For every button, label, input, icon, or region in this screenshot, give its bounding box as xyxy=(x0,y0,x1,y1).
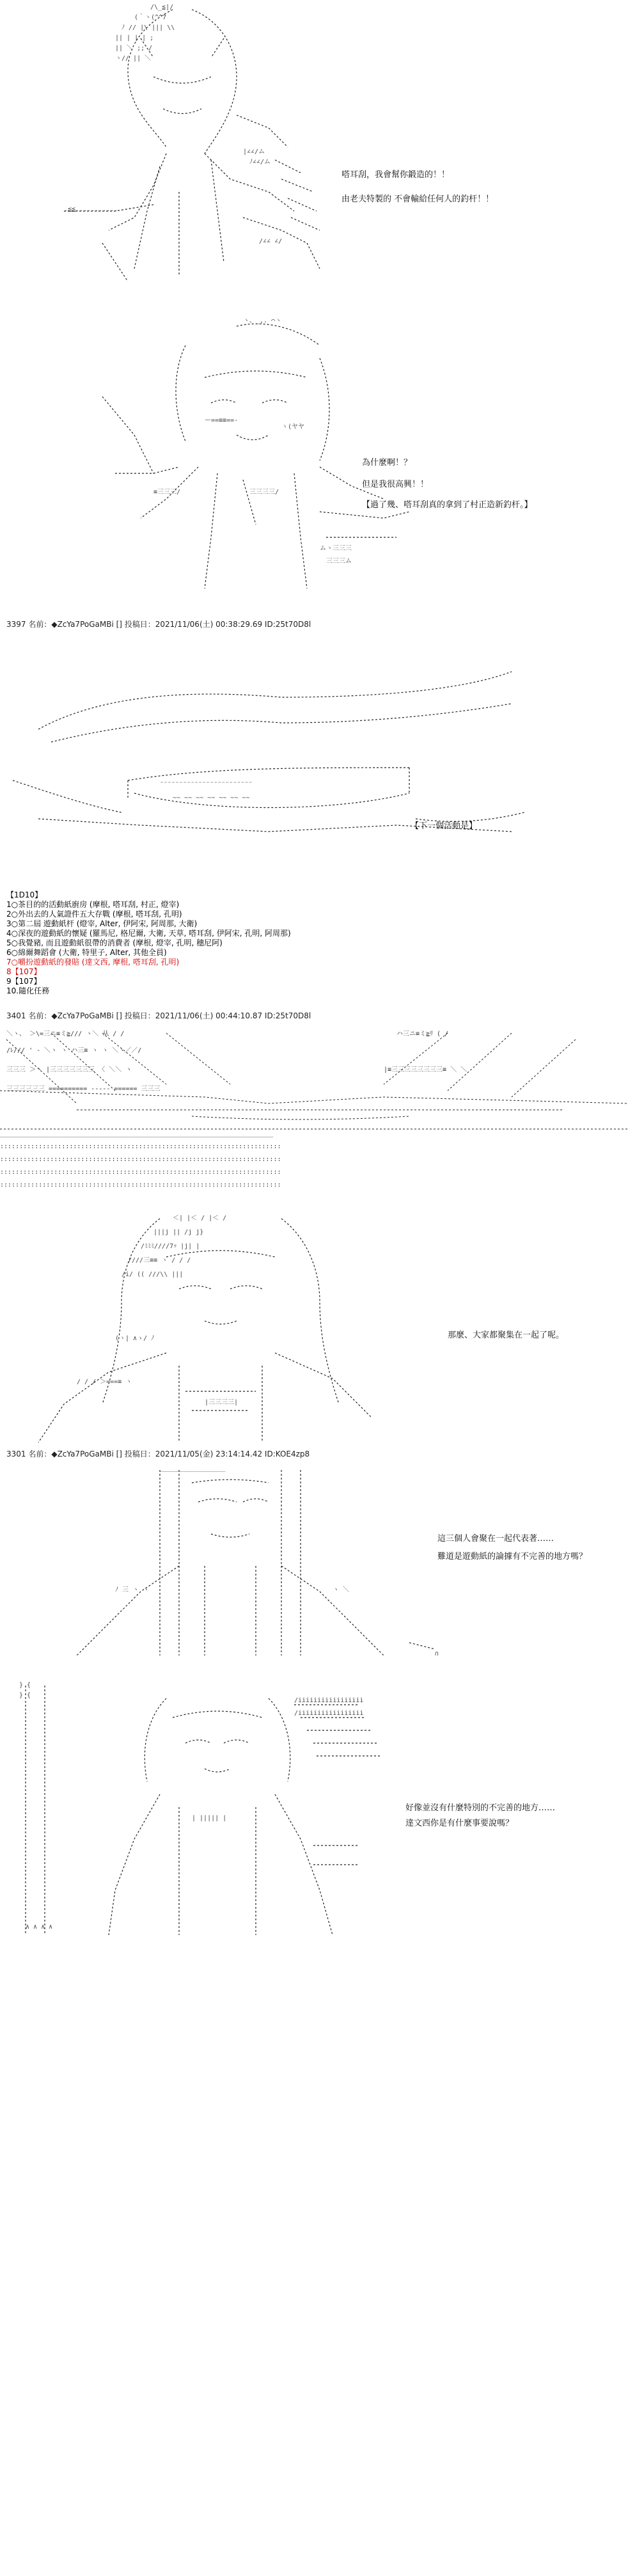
svg-text:∧ ∧ ∧ ∧: ∧ ∧ ∧ ∧ xyxy=(26,1924,53,1931)
post-header-3: 3301 名前：◆ZcYa7PoGaMBi [] 投稿日：2021/11/05(金) 23:14:14.42 ID:KOE4zp8 xyxy=(6,1450,310,1458)
svg-text:::::::::::::::::::::::::::::::: ::::::::::::::::::::::::::::::::::::::::::::::::::::::::::::::::::::::::: xyxy=(0,1169,281,1176)
svg-text:/ﾐﾐﾐ////7ｯ |j| |: /ﾐﾐﾐ////7ｯ |j| | xyxy=(141,1243,200,1250)
dialogue-7 xyxy=(405,1802,555,1830)
svg-text:三三三三三三 ========== ----- ==: 三三三三三三 ========== ----- ====== 三三三 xyxy=(6,1086,161,1093)
svg-text:|三三三三|: |三三三三| xyxy=(205,1399,239,1406)
event-option: 2○外出去的人氣證件五大存戰 (摩根, 嗒耳刮, 孔明) xyxy=(6,910,182,919)
svg-text:} {: } { xyxy=(19,1682,31,1689)
ascii-art-boat-scene xyxy=(13,652,537,844)
svg-text:ー==≡≡==-: ー==≡≡==- xyxy=(205,417,239,424)
event-option: 5○我覺豬, 而且遊動紙很帶的消費者 (摩根, 燈宰, 孔明, 穗尼阿) xyxy=(6,938,223,947)
ascii-art-seated-figure xyxy=(26,1464,473,1668)
caption-text: 【下一個活動是】 xyxy=(411,821,478,831)
panel-3 xyxy=(0,652,628,876)
event-option-selected: 7○嚼扮遊動紙的發賠 (達文西, 摩根, 嗒耳刮, 孔明) xyxy=(6,958,180,967)
svg-text:|∠∠/ム: |∠∠/ム xyxy=(243,148,265,155)
svg-text:::::::::::::::::::::::::::::::: ::::::::::::::::::::::::::::::::::::::::::::::::::::::::::::::::::::::::: xyxy=(0,1181,281,1189)
panel-7 xyxy=(0,1679,628,2575)
svg-text:////三≡≡ ヽ / / /: ////三≡≡ ヽ / / / xyxy=(128,1257,191,1264)
event-option: 4○深夜的遊動紙的懷疑 (羅馬尼, 格尼爾, 大衛, 天草, 嗒耳刮, 伊阿宋, 孔明, 阿周那) xyxy=(6,929,291,938)
dialogue-line: 嗒耳刮，我會幫你鍛造的！！ xyxy=(341,170,450,180)
post-header-1: 3397 名前：◆ZcYa7PoGaMBi [] 投稿日：2021/11/06(土) 00:38:29.69 ID:25t70D8l xyxy=(6,620,311,629)
event-option: 6○綿爾舞蹈會 (大衛, 特里子, Alter, 其他全員) xyxy=(6,948,167,957)
dialogue-line: 那麼、大家都聚集在一起了呢。 xyxy=(448,1331,565,1340)
svg-text:ヽ(ヤヤ: ヽ(ヤヤ xyxy=(281,423,305,431)
svg-text:| ||||| |: | ||||| | xyxy=(192,1815,227,1822)
svg-text:(｀ヽ(^^7: (｀ヽ(^^7 xyxy=(134,14,167,21)
narration-2 xyxy=(362,499,533,512)
post-header-2: 3401 名前：◆ZcYa7PoGaMBi [] 投稿日：2021/11/06(土) 00:44:10.87 ID:25t70D8l xyxy=(6,1011,311,1020)
dialogue-line: 難道是遊動紙的論據有不完善的地方嗎？ xyxy=(437,1552,588,1561)
svg-text:三三三ム: 三三三ム xyxy=(326,558,352,565)
svg-text:|| | | | ;: || | | | ; xyxy=(115,35,154,42)
svg-text:::::::::::::::::::::::::::::::: ::::::::::::::::::::::::::::::::::::::::::::::::::::::::::::::::::::::::: xyxy=(0,1143,281,1150)
ascii-art-old-man-figure xyxy=(26,0,358,294)
dice-roll-label: 【1D10】 xyxy=(6,890,43,899)
svg-text:::::::::::::::::::::::::::::::: ::::::::::::::::::::::::::::::::::::::::::::::::::::::::::::::::::::::::: xyxy=(0,1156,281,1163)
svg-text:.≦≦...........: .≦≦........... xyxy=(64,206,118,213)
svg-text:ヽ ＼: ヽ ＼ xyxy=(333,1586,350,1593)
dialogue-line: 這三個人會聚在一起代表著…… xyxy=(437,1534,554,1544)
svg-text:ハ三ニ≡ミ≧ﾘ ( /: ハ三ニ≡ミ≧ﾘ ( / xyxy=(396,1031,449,1038)
ascii-art-forest-scene xyxy=(0,1027,628,1199)
svg-text:/∠∠ ∠/: /∠∠ ∠/ xyxy=(259,238,283,245)
svg-text:|≡三三三三三三三三≡ ＼ ＼: |≡三三三三三三三三≡ ＼ ＼ xyxy=(384,1066,467,1073)
dialogue-line: 但是我很高興！！ xyxy=(362,480,429,489)
event-option: 1○茶目的的活動紙廚房 (摩根, 嗒耳刮, 村正, 燈宰) xyxy=(6,900,180,909)
dialogue-1 xyxy=(341,169,494,206)
svg-text:¨¨¨¨¨¨¨¨¨¨¨¨¨¨¨¨¨¨¨¨¨¨¨¨: ¨¨¨¨¨¨¨¨¨¨¨¨¨¨¨¨¨¨¨¨¨¨¨¨ xyxy=(160,782,253,789)
svg-text:/iiiiiiiiiiiiiiiii: /iiiiiiiiiiiiiiiii xyxy=(294,1697,364,1704)
svg-text:/i/ (( ///\\ |||: /i/ (( ///\\ ||| xyxy=(122,1271,184,1278)
svg-text:≡三三三/: ≡三三三/ xyxy=(153,489,181,496)
event-option-extra: 9【107】 xyxy=(6,977,42,986)
svg-text:(ヽ| ∧ゝ/ ﾉ: (ヽ| ∧ゝ/ ﾉ xyxy=(115,1335,155,1342)
svg-text:ヽ// || ＼: ヽ// || ＼ xyxy=(115,55,152,62)
svg-text:} {: } { xyxy=(19,1692,31,1699)
event-menu xyxy=(6,890,291,996)
dialogue-2 xyxy=(362,457,428,491)
svg-text:ﾉ∠∠/ム: ﾉ∠∠/ム xyxy=(249,159,271,166)
svg-text:ヽ、_,. ⌒ヽ: ヽ、_,. ⌒ヽ xyxy=(243,317,282,324)
svg-text:/iiiiiiiiiiiiiiiii: /iiiiiiiiiiiiiiiii xyxy=(294,1710,364,1717)
dialogue-line: 由老夫特製的 不會輸給任何人的釣杆！！ xyxy=(341,194,494,204)
svg-text:ﾉ // |\ ||| \\: ﾉ // |\ ||| \\ xyxy=(122,24,175,31)
svg-text:三三三三/: 三三三三/ xyxy=(249,489,279,496)
svg-text:∩: ∩ xyxy=(435,1650,439,1657)
event-option: 3○第二屆 遊動紙杆 (燈宰, Alter, 伊阿宋, 阿周那, 大衛) xyxy=(6,919,198,928)
caption-3 xyxy=(411,820,477,833)
panel-2 xyxy=(0,301,628,633)
svg-text:_________________: _________________ xyxy=(160,1465,226,1472)
svg-text:______________________________: _______________________________________________________________________ xyxy=(0,1130,274,1137)
dialogue-5 xyxy=(448,1329,564,1342)
svg-text:ﾉ 三 ヽ ヽ: ﾉ 三 ヽ ヽ xyxy=(115,1586,150,1593)
svg-text:/ / / ＞===≡ ヽ: / / / ＞===≡ ヽ xyxy=(77,1379,132,1386)
svg-text:三三三 ＞ヽ |三三三三三三三 〈 ＼＼ ヽ: 三三三 ＞ヽ |三三三三三三三 〈 ＼＼ ヽ xyxy=(6,1066,132,1073)
dialogue-6 xyxy=(437,1533,587,1563)
event-option-extra: 8【107】 xyxy=(6,967,42,976)
narration-line: 【過了幾、嗒耳刮真的拿到了村正造新釣杆。】 xyxy=(362,500,533,510)
panel-6 xyxy=(0,1464,628,1675)
panel-5 xyxy=(0,1212,628,1462)
svg-text:/\_≦|/: /\_≦|/ xyxy=(150,4,174,11)
svg-text:ムヽ三三三: ムヽ三三三 xyxy=(320,545,352,552)
event-option-extra: 10.隨化任務 xyxy=(6,986,50,995)
svg-text:＼ヽ、 ＞\=三ニ≡ミ≧/// ヽ＼ 从 / /: ＼ヽ、 ＞\=三ニ≡ミ≧/// ヽ＼ 从 / / xyxy=(6,1031,125,1038)
svg-text:＜| |＜ / |＜ /: ＜| |＜ / |＜ / xyxy=(173,1215,227,1222)
panel-1 xyxy=(0,0,628,301)
svg-text:|| ＼ ;; /: || ＼ ;; / xyxy=(115,45,153,52)
panel-4 xyxy=(0,1027,628,1206)
svg-text:~~ ~~ ~~ ~~ ~~ ~~ ~~: ~~ ~~ ~~ ~~ ~~ ~~ ~~ xyxy=(173,794,250,802)
svg-text:|||j || /j j}: |||j || /j j} xyxy=(153,1229,204,1236)
dialogue-line: 達文西你是有什麼事要說嗎？ xyxy=(405,1819,514,1828)
ascii-art-long-hair-character xyxy=(13,1212,409,1455)
dialogue-line: 好像並沒有什麼特別的不完善的地方…… xyxy=(405,1803,556,1813)
dialogue-line: 為什麼啊！？ xyxy=(362,458,412,468)
svg-text:/ﾚ/// ' - ＼ヽ ヽ ハ三≡ ヽ ヽ ＼ヽ／／/: /ﾚ/// ' - ＼ヽ ヽ ハ三≡ ヽ ヽ ＼ヽ／／/ xyxy=(6,1047,142,1054)
